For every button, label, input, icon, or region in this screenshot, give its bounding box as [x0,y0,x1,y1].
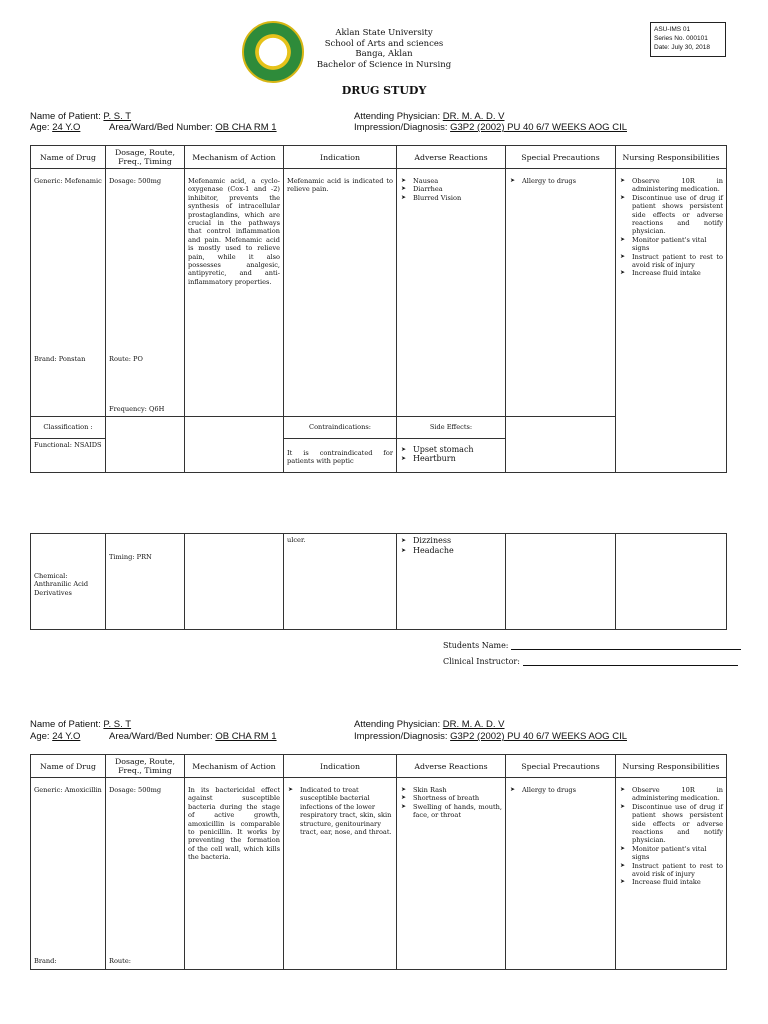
side-effects-label: Side Effects: [397,416,506,438]
list-item: ➤ Blurred Vision [400,194,502,202]
mechanism-continuation-cell [185,416,284,472]
col-header-precautions: Special Precautions [506,755,616,778]
dosage: Dosage: 500mg [109,786,162,794]
list-item: ➤ Upset stomach [400,445,502,455]
list-item: ➤ Dizziness [400,536,502,546]
col-header-precautions: Special Precautions [506,146,616,169]
side-effects-cell [397,438,506,472]
clinical-instructor-field[interactable] [523,665,738,666]
list-item: ➤ Diarrhea [400,185,502,193]
precautions-empty-cell [506,534,616,630]
col-header-mechanism: Mechanism of Action [185,755,284,778]
list-item: ➤ Indicated to treat susceptible bacterial infections of the lower respiratory tract, skin, skin structure, genitourinary tract, ear, nose, and throat. [287,786,393,836]
diagnosis-line-2 [354,731,627,742]
list-item: ➤ Swelling of hands, mouth, face, or throat [400,803,502,820]
contraindications-text: It is contraindicated for patients with peptic [284,438,397,472]
physician-name: DR. M. A. D. V [442,111,505,122]
patient-age: 24 Y.O [52,122,81,133]
brand-name: Brand: [34,957,57,965]
diagnosis: G3P2 (2002) PU 40 6/7 WEEKS AOG CIL [450,122,627,133]
list-item: ➤ Nausea [400,177,502,185]
col-header-adverse: Adverse Reactions [397,755,506,778]
precautions-continuation-cell [506,416,616,472]
contraindications-label: Contraindications: [284,416,397,438]
col-header-nursing: Nursing Responsibilities [616,755,727,778]
adverse-reactions-cell [397,169,506,417]
series-number: Series No. 000101 [654,35,708,42]
table-row [31,534,727,630]
age-label: Age: [30,122,50,133]
indication-cell: Mefenamic acid is indicated to relieve pain. [284,169,397,417]
dosage-cell [106,169,185,417]
institution-header [300,28,468,70]
precautions-cell [506,778,616,970]
patient-name-label: Name of Patient: [30,719,101,730]
drug-study-table-mefenamic [30,145,727,473]
chemical-class: Chemical: Anthranilic Acid Derivatives [34,572,89,597]
generic-name: Generic: Mefenamic [34,177,102,185]
clinical-instructor-label: Clinical Instructor: [443,657,520,666]
list-item: ➤ Discontinue use of drug if patient shows persistent side effects or adverse reactions and notify physician. [619,803,723,845]
patient-area: OB CHA RM 1 [215,731,277,742]
patient-age-area-line-2 [30,731,277,742]
brand-name: Brand: Ponstan [34,355,86,363]
university-name: Aklan State University [335,28,433,38]
list-item: ➤ Instruct patient to rest to avoid risk of injury [619,253,723,270]
area-label: Area/Ward/Bed Number: [109,731,213,742]
list-item: ➤ Monitor patient's vital signs [619,845,723,862]
mechanism-cell: Mefenamic acid, a cyclo-oxygenase (Cox-1 and -2) inhibitor, prevents the synthesis of intracellular prostaglandins, which are crucial in the pathways that control inflammation and pain. Mefenamic acid is mostly used to relieve pain, while it also possesses analgesic, antipyretic, and anti-inflammatory properties. [185,169,284,417]
col-header-indication: Indication [284,755,397,778]
drug-name-cell [31,169,106,417]
nursing-cell [616,169,727,473]
program-name: Bachelor of Science in Nursing [316,59,452,70]
drug-study-table-mefenamic-continued [30,533,727,630]
location: Banga, Aklan [355,49,413,59]
diagnosis-label: Impression/Diagnosis: [354,731,448,742]
col-header-dosage: Dosage, Route, Freq., Timing [106,755,185,778]
age-label: Age: [30,731,50,742]
contraindications-continued: ulcer. [284,534,397,630]
side-effects-continued-cell [397,534,506,630]
patient-name: P. S. T [103,719,132,730]
mechanism-empty-cell [185,534,284,630]
col-header-adverse: Adverse Reactions [397,146,506,169]
list-item: ➤ Headache [400,546,502,556]
page-title: DRUG STUDY [341,84,427,97]
student-name-field[interactable] [511,649,741,650]
clinical-instructor-line [443,657,738,666]
table-row [31,778,727,970]
list-item: ➤ Skin Rash [400,786,502,794]
document-date: Date: July 30, 2018 [654,44,711,51]
table-row [31,169,727,417]
list-item: ➤ Allergy to drugs [509,786,612,794]
col-header-mechanism: Mechanism of Action [185,146,284,169]
list-item: ➤ Heartburn [400,454,502,464]
university-seal-logo [242,21,304,83]
route: Route: PO [109,355,143,363]
document-code: ASU-IMS 01 [654,26,691,33]
school-name: School of Arts and sciences [324,38,444,49]
patient-name: P. S. T [103,111,132,122]
col-header-drug-name: Name of Drug [31,755,106,778]
adverse-reactions-cell [397,778,506,970]
area-label: Area/Ward/Bed Number: [109,122,213,133]
patient-age-area-line [30,122,277,133]
classification-label: Classification : [31,416,106,438]
chemical-class-cell [31,534,106,630]
list-item: ➤ Discontinue use of drug if patient shows persistent side effects or adverse reactions and notify physician. [619,194,723,236]
nursing-empty-cell [616,534,727,630]
frequency-continuation-cell [106,416,185,472]
list-item: ➤ Observe 10R in administering medication. [619,786,723,803]
list-item: ➤ Increase fluid intake [619,878,723,886]
list-item: ➤ Observe 10R in administering medication. [619,177,723,194]
physician-name: DR. M. A. D. V [442,719,505,730]
diagnosis: G3P2 (2002) PU 40 6/7 WEEKS AOG CIL [450,731,627,742]
col-header-indication: Indication [284,146,397,169]
generic-name: Generic: Amoxicillin [34,786,102,794]
patient-name-line-2 [30,719,131,730]
route: Route: [109,957,131,965]
patient-name-label: Name of Patient: [30,111,101,122]
col-header-drug-name: Name of Drug [31,146,106,169]
student-name-line [443,641,741,650]
dosage-cell [106,778,185,970]
table-header-row [31,755,727,778]
drug-study-table-amoxicillin [30,754,727,970]
diagnosis-label: Impression/Diagnosis: [354,122,448,133]
col-header-nursing: Nursing Responsibilities [616,146,727,169]
timing-cell [106,534,185,630]
mechanism-cell: In its bactericidal effect against susceptible bacteria during the stage of active growth, amoxicillin is comparable to penicillin. It works by preventing the formation of the cell wall, which kills the bacteria. [185,778,284,970]
physician-line [354,111,505,122]
indication-cell [284,778,397,970]
dosage: Dosage: 500mg [109,177,162,185]
patient-name-line [30,111,131,122]
physician-line-2 [354,719,505,730]
physician-label: Attending Physician: [354,719,441,730]
table-header-row [31,146,727,169]
list-item: ➤ Monitor patient's vital signs [619,236,723,253]
list-item: ➤ Allergy to drugs [509,177,612,185]
nursing-cell [616,778,727,970]
patient-area: OB CHA RM 1 [215,122,277,133]
patient-age: 24 Y.O [52,731,81,742]
col-header-dosage: Dosage, Route, Freq., Timing [106,146,185,169]
physician-label: Attending Physician: [354,111,441,122]
timing: Timing: PRN [109,553,152,561]
student-name-label: Students Name: [443,641,509,650]
list-item: ➤ Increase fluid intake [619,269,723,277]
list-item: ➤ Instruct patient to rest to avoid risk of injury [619,862,723,879]
precautions-cell [506,169,616,417]
frequency: Frequency: Q6H [109,405,165,414]
document-code-box [650,22,726,57]
list-item: ➤ Shortness of breath [400,794,502,802]
functional-class: Functional: NSAIDS [31,438,106,472]
drug-name-cell [31,778,106,970]
diagnosis-line [354,122,627,133]
